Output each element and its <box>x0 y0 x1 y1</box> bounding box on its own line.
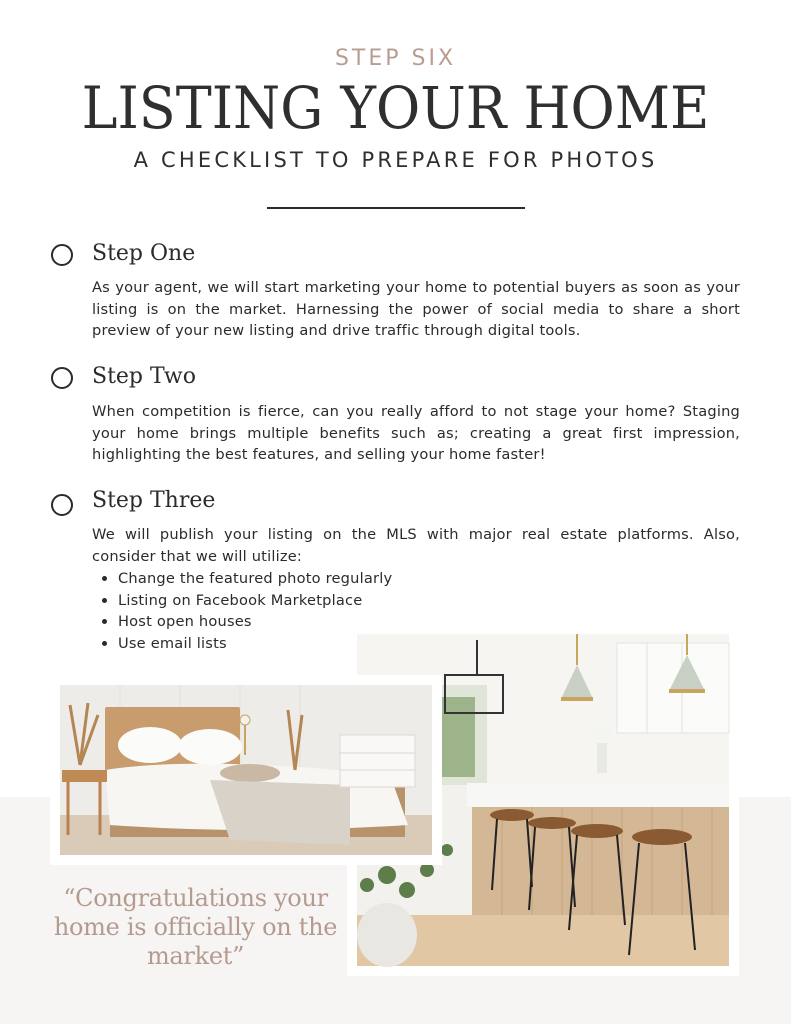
step-two-heading: Step Two <box>92 364 196 389</box>
page-subtitle: A CHECKLIST TO PREPARE FOR PHOTOS <box>133 148 658 172</box>
step-two-body: When competition is fierce, can you really afford to not stage your home? Staging your home brings multiple benefits such as; creating a great first impression, highlighting the best features, and selling your home faster! <box>92 403 740 463</box>
checkbox-step-two[interactable] <box>51 367 73 389</box>
list-item: Change the featured photo regularly <box>100 568 392 590</box>
list-item: Host open houses <box>100 611 392 633</box>
page-title: LISTING YOUR HOME <box>81 74 710 142</box>
step-eyebrow: STEP SIX <box>334 46 457 71</box>
bedroom-image <box>50 675 442 865</box>
title-divider <box>267 207 525 209</box>
congratulations-quote: “Congratulations your home is officially on the market” <box>53 884 338 970</box>
list-item: Listing on Facebook Marketplace <box>100 590 392 612</box>
checkbox-step-one[interactable] <box>51 244 73 266</box>
step-three-body: We will publish your listing on the MLS with major real estate platforms. Also, consider that we will utilize: <box>92 526 740 565</box>
bullet-icon <box>102 619 107 624</box>
bullet-icon <box>102 598 107 603</box>
bullet-icon <box>102 641 107 646</box>
list-item: Use email lists <box>100 633 392 655</box>
checkbox-step-three[interactable] <box>51 494 73 516</box>
bullet-icon <box>102 576 107 581</box>
step-one-body: As your agent, we will start marketing your home to potential buyers as soon as your listing is on the market. Harnessing the power of social media to share a short preview of your new listing and drive traffic through digital tools. <box>92 279 740 339</box>
step-three-heading: Step Three <box>92 488 216 513</box>
bedroom-photo <box>50 675 442 865</box>
step-one-heading: Step One <box>92 241 196 266</box>
